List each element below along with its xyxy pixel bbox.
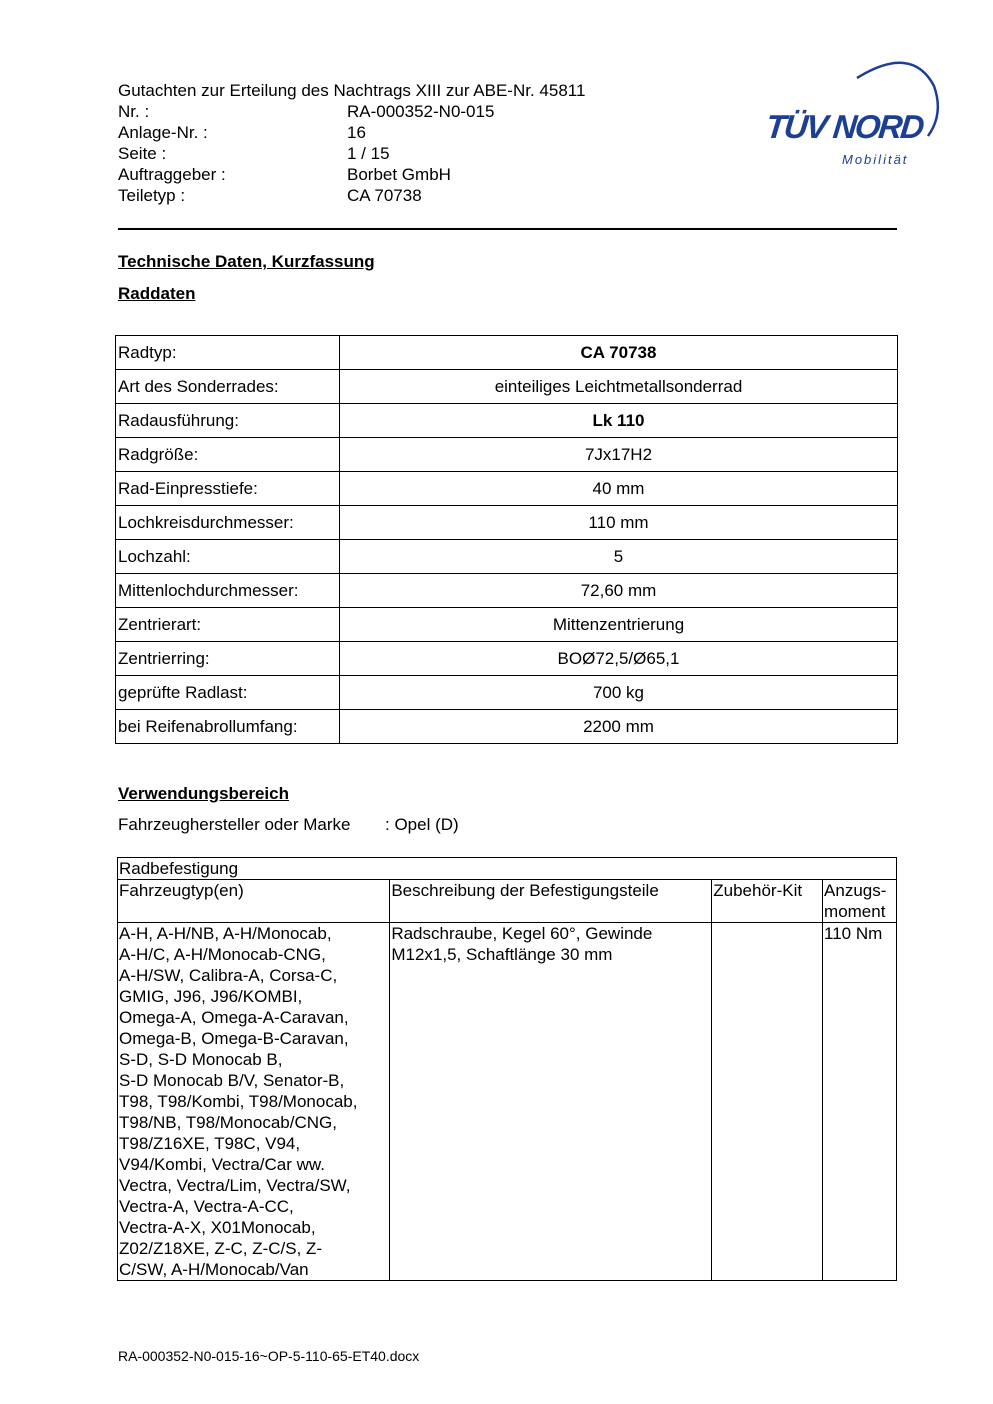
table-row (116, 472, 898, 506)
section-heading-tech: Technische Daten, Kurzfassung (118, 252, 375, 271)
header-value: 1 / 15 (347, 144, 390, 163)
row-label: bei Reifenabrollumfang: (116, 710, 340, 744)
row-value: 5 (340, 540, 898, 574)
header-label: Teiletyp : (118, 186, 186, 205)
radbefestigung-table (117, 857, 897, 1281)
row-label: Lochkreisdurchmesser: (116, 506, 340, 540)
vehicle-types-line: Z02/Z18XE, Z-C, Z-C/S, Z- (119, 1239, 323, 1258)
row-label: Lochzahl: (116, 540, 340, 574)
description-line: Radschraube, Kegel 60°, Gewinde (391, 924, 653, 943)
logo-brand: TÜV NORD (764, 108, 925, 145)
header-label: Auftraggeber : (118, 165, 226, 184)
table-row (116, 676, 898, 710)
column-header: Zubehör-Kit (712, 880, 823, 923)
vehicle-types-line: GMIG, J96, J96/KOMBI, (119, 987, 303, 1006)
row-value: 72,60 mm (340, 574, 898, 608)
table-row (116, 642, 898, 676)
vehicle-types-line: C/SW, A-H/Monocab/Van (119, 1260, 309, 1279)
row-label: Radtyp: (116, 336, 340, 370)
description-line: M12x1,5, Schaftlänge 30 mm (391, 945, 613, 964)
document-header (118, 80, 585, 206)
vehicle-types-line: T98/Z16XE, T98C, V94, (119, 1134, 301, 1153)
header-row-teiletyp (118, 185, 585, 206)
row-label: Rad-Einpresstiefe: (116, 472, 340, 506)
column-header: Fahrzeugtyp(en) (118, 880, 390, 923)
row-label: Radgröße: (116, 438, 340, 472)
vehicle-types-line: Omega-B, Omega-B-Caravan, (119, 1029, 349, 1048)
row-label: Art des Sonderrades: (116, 370, 340, 404)
header-label: Anlage-Nr. : (118, 123, 208, 142)
table-title: Radbefestigung (118, 858, 897, 880)
manufacturer-line (118, 815, 459, 835)
row-value: 700 kg (340, 676, 898, 710)
table-row (116, 608, 898, 642)
row-value: CA 70738 (340, 336, 898, 370)
header-row-anlage (118, 122, 585, 143)
footer-filename: RA-000352-N0-015-16~OP-5-110-65-ET40.docx (118, 1348, 420, 1364)
column-header: Anzugs-moment (823, 880, 897, 923)
vehicle-types-line: T98, T98/Kombi, T98/Monocab, (119, 1092, 358, 1111)
table-title-row (118, 858, 897, 880)
vehicle-types-line: Vectra, Vectra/Lim, Vectra/SW, (119, 1176, 351, 1195)
vehicle-types-cell (118, 923, 390, 1281)
header-value: Borbet GmbH (347, 165, 451, 184)
row-value: Lk 110 (340, 404, 898, 438)
header-value: CA 70738 (347, 186, 422, 205)
row-label: geprüfte Radlast: (116, 676, 340, 710)
manufacturer-value: : Opel (D) (385, 815, 459, 834)
vehicle-types-line: V94/Kombi, Vectra/Car ww. (119, 1155, 325, 1174)
row-label: Radausführung: (116, 404, 340, 438)
vehicle-types-line: Vectra-A-X, X01Monocab, (119, 1218, 316, 1237)
row-value: 2200 mm (340, 710, 898, 744)
table-row (116, 506, 898, 540)
row-label: Mittenlochdurchmesser: (116, 574, 340, 608)
vehicle-types-line: A-H, A-H/NB, A-H/Monocab, (119, 924, 332, 943)
row-label: Zentrierring: (116, 642, 340, 676)
table-row (118, 923, 897, 1281)
row-value: einteiliges Leichtmetallsonderrad (340, 370, 898, 404)
fastener-description-cell (390, 923, 712, 1281)
row-value: BOØ72,5/Ø65,1 (340, 642, 898, 676)
table-row (116, 370, 898, 404)
table-row (116, 336, 898, 370)
section-heading-raddaten: Raddaten (118, 284, 196, 303)
document-title: Gutachten zur Erteilung des Nachtrags XIII zur ABE-Nr. 45811 (118, 81, 586, 100)
section-heading-verwendung: Verwendungsbereich (118, 784, 289, 803)
manufacturer-label: Fahrzeughersteller oder Marke (118, 815, 351, 834)
table-row (116, 404, 898, 438)
header-row-nr (118, 101, 585, 122)
header-row-seite (118, 143, 585, 164)
column-header: Beschreibung der Befestigungsteile (390, 880, 712, 923)
row-label: Zentrierart: (116, 608, 340, 642)
vehicle-types-line: S-D Monocab B/V, Senator-B, (119, 1071, 345, 1090)
accessory-kit-cell (712, 923, 823, 1281)
row-value: 110 mm (340, 506, 898, 540)
row-value: 7Jx17H2 (340, 438, 898, 472)
vehicle-types-line: Omega-A, Omega-A-Caravan, (119, 1008, 349, 1027)
table-row (116, 574, 898, 608)
vehicle-types-line: A-H/SW, Calibra-A, Corsa-C, (119, 966, 338, 985)
header-value: RA-000352-N0-015 (347, 102, 495, 121)
row-value: 40 mm (340, 472, 898, 506)
vehicle-types-line: T98/NB, T98/Monocab/CNG, (119, 1113, 337, 1132)
header-row-auftraggeber (118, 164, 585, 185)
header-divider (118, 228, 897, 230)
logo-subtitle: Mobilität (842, 152, 909, 167)
torque-cell: 110 Nm (823, 923, 897, 1281)
row-value: Mittenzentrierung (340, 608, 898, 642)
raddaten-table (115, 335, 898, 744)
header-label: Nr. : (118, 102, 150, 121)
header-value: 16 (347, 123, 366, 142)
table-row (116, 710, 898, 744)
vehicle-types-line: Vectra-A, Vectra-A-CC, (119, 1197, 294, 1216)
header-label: Seite : (118, 144, 167, 163)
table-row (116, 540, 898, 574)
vehicle-types-line: A-H/C, A-H/Monocab-CNG, (119, 945, 326, 964)
table-row (116, 438, 898, 472)
tuv-nord-logo (762, 56, 942, 176)
vehicle-types-line: S-D, S-D Monocab B, (119, 1050, 283, 1069)
table-header-row (118, 880, 897, 923)
